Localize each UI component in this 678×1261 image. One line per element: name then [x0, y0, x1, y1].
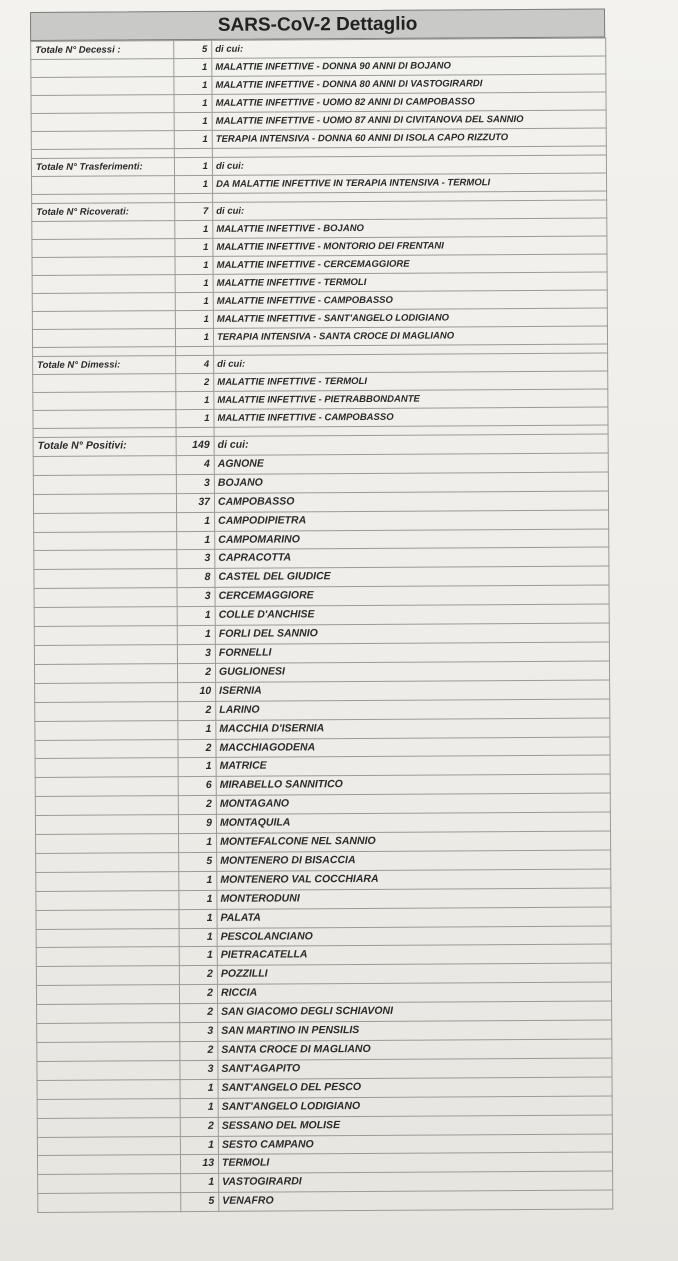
section-label: Totale N° Dimessi: — [33, 356, 176, 375]
row-description: FORLI DEL SANNIO — [215, 623, 609, 644]
row-description: GUGLIONESI — [215, 661, 609, 682]
row-description: SESTO CAMPANO — [218, 1133, 612, 1154]
row-label-cell — [35, 758, 178, 778]
row-count: 1 — [179, 928, 217, 947]
row-description: SANT'AGAPITO — [218, 1058, 612, 1079]
row-description: VASTOGIRARDI — [219, 1171, 613, 1192]
row-count: 2 — [178, 701, 216, 720]
row-label-cell — [34, 607, 177, 627]
row-label-cell — [32, 221, 175, 240]
row-label-cell — [37, 1136, 180, 1156]
row-description: VENAFRO — [219, 1190, 613, 1211]
row-label-cell — [32, 257, 175, 276]
row-description: LARINO — [216, 699, 610, 720]
row-count: 1 — [179, 909, 217, 928]
row-label-cell — [34, 569, 177, 589]
row-count: 10 — [178, 682, 216, 701]
row-label-cell — [34, 626, 177, 646]
row-label-cell — [36, 853, 179, 873]
row-count: 1 — [179, 871, 217, 890]
spacer-cell — [175, 193, 213, 202]
section-label: Totale N° Ricoverati: — [32, 203, 175, 222]
table-row — [38, 1190, 613, 1212]
row-count: 13 — [180, 1155, 218, 1174]
row-label-cell — [33, 392, 176, 411]
row-count: 37 — [176, 493, 214, 512]
row-label-cell — [35, 701, 178, 721]
row-description: MALATTIE INFETTIVE - CERCEMAGGIORE — [213, 254, 607, 274]
row-count: 2 — [179, 966, 217, 985]
row-count: 1 — [179, 890, 217, 909]
row-label-cell — [37, 1079, 180, 1099]
row-description: MALATTIE INFETTIVE - TERMOLI — [214, 371, 608, 391]
row-description: PESCOLANCIANO — [217, 926, 611, 947]
row-count: 2 — [177, 663, 215, 682]
row-description: FORNELLI — [215, 642, 609, 663]
spacer-cell — [174, 148, 212, 157]
row-description: SANT'ANGELO DEL PESCO — [218, 1077, 612, 1098]
row-label-cell — [32, 293, 175, 312]
row-label-cell — [36, 947, 179, 967]
row-description: PIETRACATELLA — [217, 944, 611, 965]
row-label-cell — [34, 663, 177, 683]
row-description: MALATTIE INFETTIVE - BOJANO — [213, 218, 607, 238]
row-description: MIRABELLO SANNITICO — [216, 774, 610, 795]
row-count: 3 — [180, 1060, 218, 1079]
row-description: TERAPIA INTENSIVA - SANTA CROCE DI MAGLIANO — [213, 326, 607, 346]
row-label-cell — [34, 512, 177, 532]
row-count: 1 — [177, 512, 215, 531]
row-count: 4 — [176, 455, 214, 474]
row-description: AGNONE — [214, 453, 608, 474]
row-label-cell — [31, 59, 174, 78]
row-description: CASTEL DEL GIUDICE — [215, 566, 609, 587]
row-count: 1 — [179, 947, 217, 966]
row-label-cell — [31, 131, 174, 150]
row-label-cell — [34, 645, 177, 665]
row-description: MALATTIE INFETTIVE - CAMPOBASSO — [214, 407, 608, 427]
row-count: 1 — [175, 238, 213, 256]
row-label-cell — [35, 796, 178, 816]
row-label-cell — [34, 588, 177, 608]
row-count: 1 — [177, 625, 215, 644]
row-count: 1 — [177, 531, 215, 550]
row-description: MALATTIE INFETTIVE - TERMOLI — [213, 272, 607, 292]
section-total: 7 — [175, 202, 213, 220]
section-note: di cui: — [214, 434, 608, 455]
row-label-cell — [32, 275, 175, 294]
row-description: MALATTIE INFETTIVE - DONNA 80 ANNI DI VASTOGIRARDI — [212, 74, 606, 94]
section-total: 1 — [174, 157, 212, 175]
section-note: di cui: — [212, 38, 606, 58]
row-label-cell — [37, 1117, 180, 1137]
row-count: 1 — [178, 758, 216, 777]
section-label: Totale N° Trasferimenti: — [31, 158, 174, 177]
detail-table-body — [31, 38, 613, 1213]
row-label-cell — [34, 531, 177, 551]
row-description: BOJANO — [214, 472, 608, 493]
row-label-cell — [33, 374, 176, 393]
row-label-cell — [35, 739, 178, 759]
row-count: 1 — [180, 1079, 218, 1098]
row-count: 1 — [180, 1136, 218, 1155]
row-label-cell — [33, 493, 176, 513]
row-label-cell — [35, 720, 178, 740]
row-description: SAN MARTINO IN PENSILIS — [218, 1020, 612, 1041]
row-count: 8 — [177, 569, 215, 588]
row-count: 5 — [181, 1193, 219, 1212]
row-description: MALATTIE INFETTIVE - PIETRABBONDANTE — [214, 389, 608, 409]
row-label-cell — [37, 1098, 180, 1118]
row-description: MALATTIE INFETTIVE - UOMO 87 ANNI DI CIVITANOVA DEL SANNIO — [212, 110, 606, 130]
row-description: SESSANO DEL MOLISE — [218, 1115, 612, 1136]
row-label-cell — [35, 682, 178, 702]
row-label-cell — [32, 311, 175, 330]
row-label-cell — [31, 113, 174, 132]
row-label-cell — [36, 928, 179, 948]
row-count: 1 — [174, 94, 212, 112]
row-description: MONTEFALCONE NEL SANNIO — [217, 831, 611, 852]
row-count: 1 — [175, 310, 213, 328]
row-description: COLLE D'ANCHISE — [215, 604, 609, 625]
row-description: MALATTIE INFETTIVE - DONNA 90 ANNI DI BOJANO — [212, 56, 606, 76]
row-count: 1 — [175, 274, 213, 292]
row-label-cell — [38, 1174, 181, 1194]
row-description: PALATA — [217, 907, 611, 928]
detail-table — [30, 37, 613, 1213]
row-description: MALATTIE INFETTIVE - UOMO 82 ANNI DI CAMPOBASSO — [212, 92, 606, 112]
row-description: TERMOLI — [218, 1152, 612, 1173]
row-label-cell — [32, 239, 175, 258]
row-description: ISERNIA — [216, 680, 610, 701]
row-description: CAMPOBASSO — [214, 491, 608, 512]
row-label-cell — [31, 77, 174, 96]
row-count: 1 — [175, 328, 213, 346]
row-description: RICCIA — [217, 982, 611, 1003]
row-label-cell — [37, 1023, 180, 1043]
row-label-cell — [37, 1004, 180, 1024]
row-description: MONTERODUNI — [217, 888, 611, 909]
row-label-cell — [36, 966, 179, 986]
section-label: Totale N° Decessi : — [31, 41, 174, 60]
row-count: 1 — [174, 112, 212, 130]
row-count: 1 — [174, 76, 212, 94]
row-description: MALATTIE INFETTIVE - MONTORIO DEI FRENTANI — [213, 236, 607, 256]
row-count: 1 — [181, 1174, 219, 1193]
row-description: TERAPIA INTENSIVA - DONNA 60 ANNI DI ISOLA CAPO RIZZUTO — [212, 128, 606, 148]
row-count: 3 — [177, 588, 215, 607]
section-total: 149 — [176, 436, 214, 455]
row-description: POZZILLI — [217, 963, 611, 984]
row-label-cell — [36, 985, 179, 1005]
row-description: CAMPOMARINO — [215, 529, 609, 550]
row-description: MACCHIA D'ISERNIA — [216, 718, 610, 739]
document-title: SARS-CoV-2 Dettaglio — [30, 8, 605, 41]
row-label-cell — [33, 456, 176, 476]
row-label-cell — [33, 410, 176, 429]
row-description: MONTAGANO — [216, 793, 610, 814]
row-label-cell — [36, 890, 179, 910]
row-count: 2 — [178, 796, 216, 815]
section-total: 4 — [176, 355, 214, 373]
row-label-cell — [38, 1193, 181, 1213]
row-label-cell — [35, 815, 178, 835]
row-count: 1 — [177, 607, 215, 626]
row-description: MATRICE — [216, 755, 610, 776]
row-count: 1 — [175, 175, 213, 193]
row-count: 1 — [179, 833, 217, 852]
row-label-cell — [36, 834, 179, 854]
row-count: 1 — [175, 292, 213, 310]
row-count: 1 — [178, 720, 216, 739]
row-description: MONTENERO DI BISACCIA — [217, 850, 611, 871]
row-description: SAN GIACOMO DEGLI SCHIAVONI — [218, 1001, 612, 1022]
detail-document — [30, 8, 612, 1213]
row-count: 2 — [176, 373, 214, 391]
row-count: 3 — [177, 550, 215, 569]
row-label-cell — [36, 871, 179, 891]
row-count: 1 — [176, 391, 214, 409]
row-label-cell — [31, 95, 174, 114]
row-description: MACCHIAGODENA — [216, 736, 610, 757]
row-description: SANT'ANGELO LODIGIANO — [218, 1096, 612, 1117]
row-count: 2 — [178, 739, 216, 758]
row-label-cell — [33, 474, 176, 494]
row-label-cell — [32, 176, 175, 195]
row-count: 1 — [175, 256, 213, 274]
section-note: di cui: — [213, 200, 607, 220]
section-note: di cui: — [214, 353, 608, 373]
spacer-cell — [176, 427, 214, 436]
row-label-cell — [36, 909, 179, 929]
section-label: Totale N° Positivi: — [33, 437, 176, 457]
row-count: 2 — [180, 1041, 218, 1060]
row-label-cell — [34, 550, 177, 570]
row-count: 9 — [178, 815, 216, 834]
row-count: 2 — [180, 1004, 218, 1023]
spacer-cell — [176, 346, 214, 355]
row-count: 6 — [178, 777, 216, 796]
row-description: CAMPODIPIETRA — [215, 510, 609, 531]
row-count: 1 — [174, 58, 212, 76]
row-count: 2 — [180, 1117, 218, 1136]
row-count: 3 — [180, 1022, 218, 1041]
row-description: SANTA CROCE DI MAGLIANO — [218, 1039, 612, 1060]
row-label-cell — [32, 329, 175, 348]
row-label-cell — [37, 1061, 180, 1081]
row-count: 5 — [179, 852, 217, 871]
row-description: MALATTIE INFETTIVE - SANT'ANGELO LODIGIANO — [213, 308, 607, 328]
row-count: 1 — [176, 409, 214, 427]
row-count: 1 — [180, 1098, 218, 1117]
row-description: MONTENERO VAL COCCHIARA — [217, 869, 611, 890]
row-count: 1 — [175, 220, 213, 238]
row-description: MONTAQUILA — [216, 812, 610, 833]
row-count: 3 — [176, 474, 214, 493]
row-label-cell — [37, 1155, 180, 1175]
row-label-cell — [37, 1042, 180, 1062]
row-label-cell — [35, 777, 178, 797]
row-description: DA MALATTIE INFETTIVE IN TERAPIA INTENSIVA - TERMOLI — [213, 173, 607, 193]
row-count: 1 — [174, 130, 212, 148]
row-description: CERCEMAGGIORE — [215, 585, 609, 606]
row-count: 3 — [177, 644, 215, 663]
section-note: di cui: — [212, 155, 606, 175]
row-description: CAPRACOTTA — [215, 547, 609, 568]
row-description: MALATTIE INFETTIVE - CAMPOBASSO — [213, 290, 607, 310]
row-count: 2 — [179, 985, 217, 1004]
section-total: 5 — [174, 40, 212, 58]
